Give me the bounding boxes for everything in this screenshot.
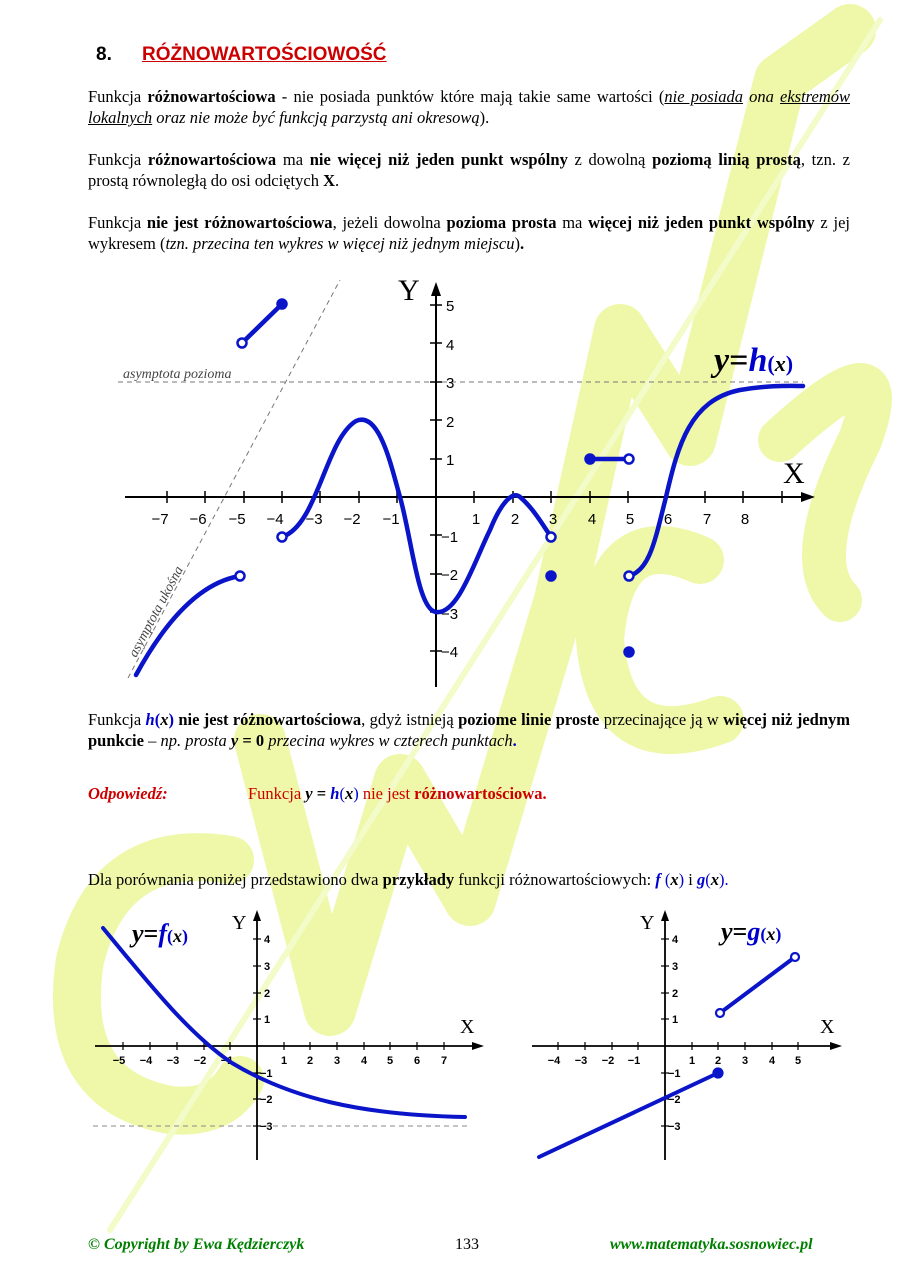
x-tick: 1	[688, 1055, 696, 1067]
y-tick: −1	[441, 529, 459, 546]
y-tick: 2	[264, 988, 271, 1000]
x-tick: 6	[413, 1055, 421, 1067]
x-tick: −4	[547, 1055, 561, 1067]
y-tick: −4	[441, 644, 459, 661]
x-tick: 4	[587, 511, 597, 528]
x-tick: −1	[220, 1055, 234, 1067]
y-tick: 4	[672, 934, 679, 946]
x-tick: 5	[794, 1055, 802, 1067]
x-tick: 1	[280, 1055, 288, 1067]
x-tick: −3	[305, 511, 323, 528]
x-tick: 5	[386, 1055, 394, 1067]
x-tick: 1	[471, 511, 481, 528]
x-tick: 2	[714, 1055, 722, 1067]
y-tick: 3	[264, 961, 271, 973]
x-tick: 7	[440, 1055, 448, 1067]
x-tick: 3	[548, 511, 558, 528]
x-tick: −6	[189, 511, 207, 528]
x-tick: −4	[266, 511, 284, 528]
page-number: 133	[455, 1236, 479, 1253]
y-tick: 3	[672, 961, 679, 973]
footer-website-link[interactable]: www.matematyka.sosnowiec.pl	[610, 1236, 813, 1253]
section-number: 8.	[96, 44, 112, 65]
x-tick: −1	[382, 511, 400, 528]
x-tick: −7	[151, 511, 169, 528]
x-tick: 2	[510, 511, 520, 528]
y-tick: −1	[260, 1068, 273, 1080]
function-label-g: y=g(x)	[721, 917, 782, 946]
x-tick: −4	[139, 1055, 153, 1067]
x-tick: 2	[306, 1055, 314, 1067]
x-tick: 3	[333, 1055, 341, 1067]
paragraph-definition: Funkcja różnowartościowa - nie posiada punktów które mają takie same wartości (nie posiada ona ekstremów lokalnych oraz nie może być funkcją parzystą ani okresową).	[88, 87, 850, 127]
x-tick: 7	[702, 511, 712, 528]
x-tick: −3	[166, 1055, 180, 1067]
x-tick: 8	[740, 511, 750, 528]
section-title: RÓŻNOWARTOŚCIOWOŚĆ	[142, 44, 387, 65]
x-tick: 4	[360, 1055, 368, 1067]
x-tick: −3	[574, 1055, 588, 1067]
x-tick: −2	[601, 1055, 615, 1067]
y-tick: 1	[446, 452, 455, 469]
x-tick: −1	[627, 1055, 641, 1067]
paragraph-horizontal-line: Funkcja różnowartościowa ma nie więcej niż jeden punkt wspólny z dowolną poziomą linią prostą, tzn. z prostą równoległą do osi odciętych X.	[88, 150, 850, 190]
y-tick: 2	[446, 414, 455, 431]
x-tick: −2	[193, 1055, 207, 1067]
paragraph-conclusion: Funkcja h(x) nie jest różnowartościowa, gdyż istnieją poziome linie proste przecinające ją w więcej niż jednym punkcie – np. prosta y = 0 przecina wykres w czterech punktach.	[88, 710, 850, 750]
x-tick: 6	[663, 511, 673, 528]
y-tick: −3	[260, 1121, 273, 1133]
paragraph-comparison: Dla porównania poniżej przedstawiono dwa przykłady funkcji różnowartościowych: f (x) i g(x).	[88, 870, 729, 889]
answer-label: Odpowiedź:	[88, 784, 168, 803]
y-axis-label: Y	[640, 912, 655, 934]
curve-g-upper	[720, 957, 795, 1013]
x-axis-label: X	[460, 1016, 475, 1038]
y-tick: 1	[264, 1014, 271, 1026]
y-tick: −2	[260, 1094, 273, 1106]
x-axis-arrow	[830, 1042, 842, 1050]
x-tick: −5	[228, 511, 246, 528]
function-label-f: y=f(x)	[132, 919, 189, 948]
y-tick: 3	[446, 375, 455, 392]
x-tick: 5	[625, 511, 635, 528]
x-axis-label: X	[820, 1016, 835, 1038]
y-tick: −3	[441, 606, 459, 623]
y-tick: 5	[446, 298, 455, 315]
y-tick: −2	[668, 1094, 681, 1106]
y-axis-label: Y	[232, 912, 247, 934]
closed-point	[714, 1069, 723, 1078]
x-tick: −5	[112, 1055, 126, 1067]
y-tick: −3	[668, 1121, 681, 1133]
y-tick: 4	[264, 934, 271, 946]
y-axis-arrow	[661, 910, 669, 921]
y-tick: −2	[441, 567, 459, 584]
function-label-h: y=h(x)	[714, 342, 794, 379]
x-axis-label: X	[783, 457, 805, 490]
answer-text: Funkcja y = h(x) nie jest różnowartościowa.	[248, 784, 547, 803]
y-axis-label: Y	[398, 274, 420, 307]
footer-copyright: © Copyright by Ewa Kędzierczyk	[88, 1236, 305, 1253]
open-point	[791, 953, 799, 961]
open-point	[716, 1009, 724, 1017]
y-tick: −1	[668, 1068, 681, 1080]
y-tick: 1	[672, 1014, 679, 1026]
curve-g-lower	[539, 1073, 718, 1157]
horizontal-asymptote-label: asymptota pozioma	[123, 367, 232, 382]
y-tick: 2	[672, 988, 679, 1000]
x-tick: 4	[768, 1055, 776, 1067]
y-tick: 4	[446, 337, 455, 354]
x-tick: 3	[741, 1055, 749, 1067]
paragraph-not-injective: Funkcja nie jest różnowartościowa, jeżeli dowolna pozioma prosta ma więcej niż jeden punkt wspólny z jej wykresem (tzn. przecina ten wykres w więcej niż jednym miejscu).	[88, 213, 850, 253]
oblique-asymptote-label: asymptota ukośna	[126, 563, 187, 660]
x-tick: −2	[343, 511, 361, 528]
